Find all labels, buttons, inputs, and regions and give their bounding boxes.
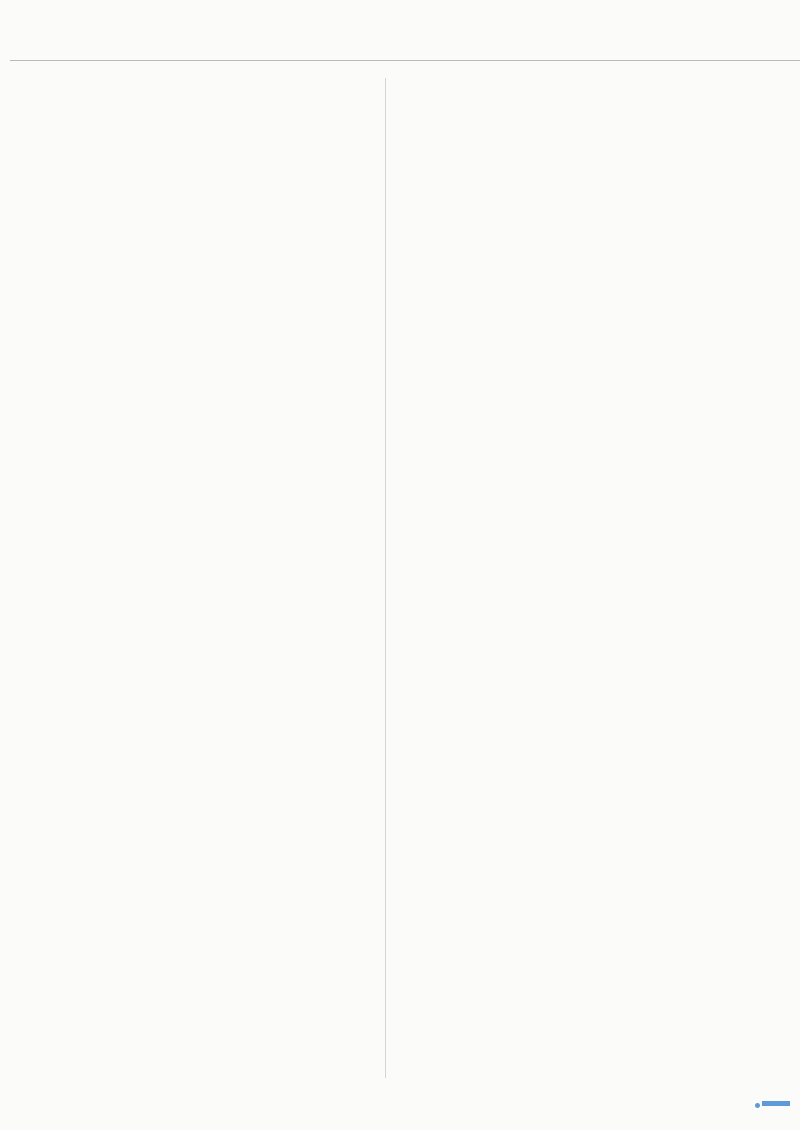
- page-bar: [762, 1101, 790, 1106]
- page-header: [10, 0, 800, 61]
- column-divider: [385, 78, 386, 1078]
- page-dot: [755, 1103, 760, 1108]
